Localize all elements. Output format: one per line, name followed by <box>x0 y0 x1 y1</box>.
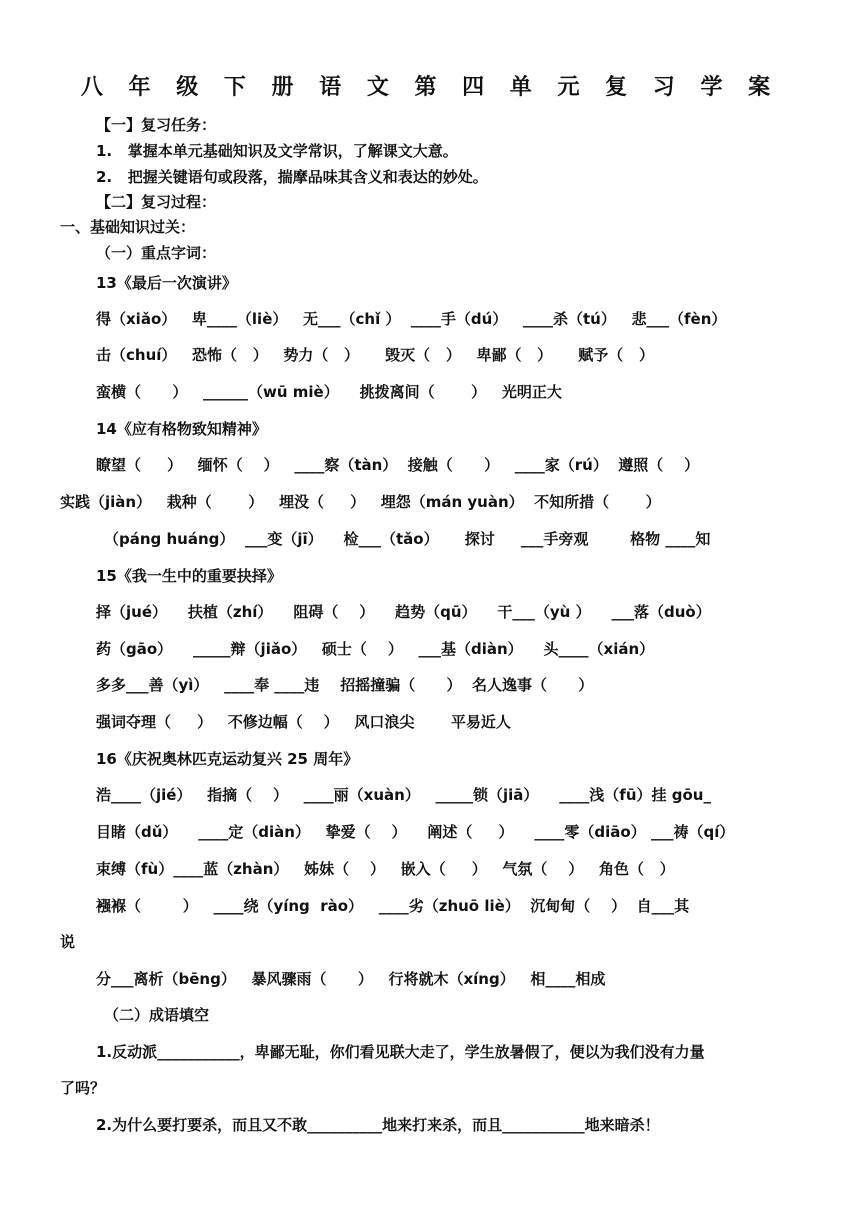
vocab-line: 说 <box>60 933 76 951</box>
vocab-line: 多多___善（yì） ____奉 ____违 招摇撞骗（ ） 名人逸事（ ） <box>96 676 594 694</box>
vocab-line: 浩____（jié） 指摘（ ） ____丽（xuàn） _____锁（jiā） ____浅（fū）挂 gōu_ <box>96 786 711 804</box>
exercise-line: 1.反动派___________，卑鄙无耻，你们看见联大走了，学生放暑假了，便以为我们没有力量 <box>96 1043 705 1061</box>
exercise-line: 2.为什么要打要杀，而且又不敢__________地来打来杀，而且___________地来暗杀！ <box>96 1116 660 1134</box>
vocab-line: 目睹（dǔ） ____定（diàn） 挚爱（ ） 阐述（ ） ____零（diāo） ___祷（qí） <box>96 823 735 841</box>
vocab-line: 强词夺理（ ） 不修边幅（ ） 风口浪尖 平易近人 <box>96 713 511 731</box>
vocab-line: 得（xiǎo） 卑____（liè） 无___（chǐ ） ____手（dú） ____杀（tú） 悲___（fèn） <box>96 310 727 328</box>
task-item: 2. 把握关键语句或段落，揣摩品味其含义和表达的妙处。 <box>96 168 488 186</box>
subsection-heading: （一）重点字词： <box>96 244 217 262</box>
lesson-heading: 15《我一生中的重要抉择》 <box>96 567 282 585</box>
exercise-line: 了吗？ <box>60 1079 106 1097</box>
vocab-line: 蛮横（ ） ______（wū miè） 挑拨离间（ ） 光明正大 <box>96 383 562 401</box>
vocab-line: 实践（jiàn） 栽种（ ） 埋没（ ） 埋怨（mán yuàn） 不知所措（ ） <box>60 493 661 511</box>
subsection-heading: 一、基础知识过关： <box>60 218 196 236</box>
lesson-heading: 16《庆祝奥林匹克运动复兴 25 周年》 <box>96 750 359 768</box>
vocab-line: （páng huáng） ___变（jī） 检___（tǎo） 探讨 ___手旁观 格物 ____知 <box>104 530 711 548</box>
vocab-line: 击（chuí） 恐怖（ ） 势力（ ） 毁灭（ ） 卑鄙（ ） 赋予（ ） <box>96 346 654 364</box>
vocab-line: 分___离析（bēng） 暴风骤雨（ ） 行将就木（xíng） 相____相成 <box>96 970 606 988</box>
task-item: 1. 掌握本单元基础知识及文学常识，了解课文大意。 <box>96 142 458 160</box>
vocab-line: 襁褓（ ） ____绕（yíng rào） ____劣（zhuō liè） 沉甸甸（ ） 自___其 <box>96 897 690 915</box>
vocab-line: 束缚（fù）____蓝（zhàn） 姊妹（ ） 嵌入（ ） 气氛（ ） 角色（ ） <box>96 860 675 878</box>
lesson-heading: 14《应有格物致知精神》 <box>96 420 267 438</box>
vocab-line: 择（jué） 扶植（zhí） 阻碍（ ） 趋势（qū） 干___（yù ） ___落（duò） <box>96 603 711 621</box>
subsection-heading: （二）成语填空 <box>104 1006 210 1024</box>
lesson-heading: 13《最后一次演讲》 <box>96 274 237 292</box>
section-heading: 【二】复习过程： <box>96 193 217 211</box>
vocab-line: 瞭望（ ） 缅怀（ ） ____察（tàn） 接触（ ） ____家（rú） 遵照（ ） <box>96 456 700 474</box>
page-title: 八 年 级 下 册 语 文 第 四 单 元 复 习 学 案 <box>80 75 780 100</box>
vocab-line: 药（gāo） _____辩（jiǎo） 硕士（ ） ___基（diàn） 头____（xián） <box>96 640 655 658</box>
section-heading: 【一】复习任务： <box>96 116 217 134</box>
